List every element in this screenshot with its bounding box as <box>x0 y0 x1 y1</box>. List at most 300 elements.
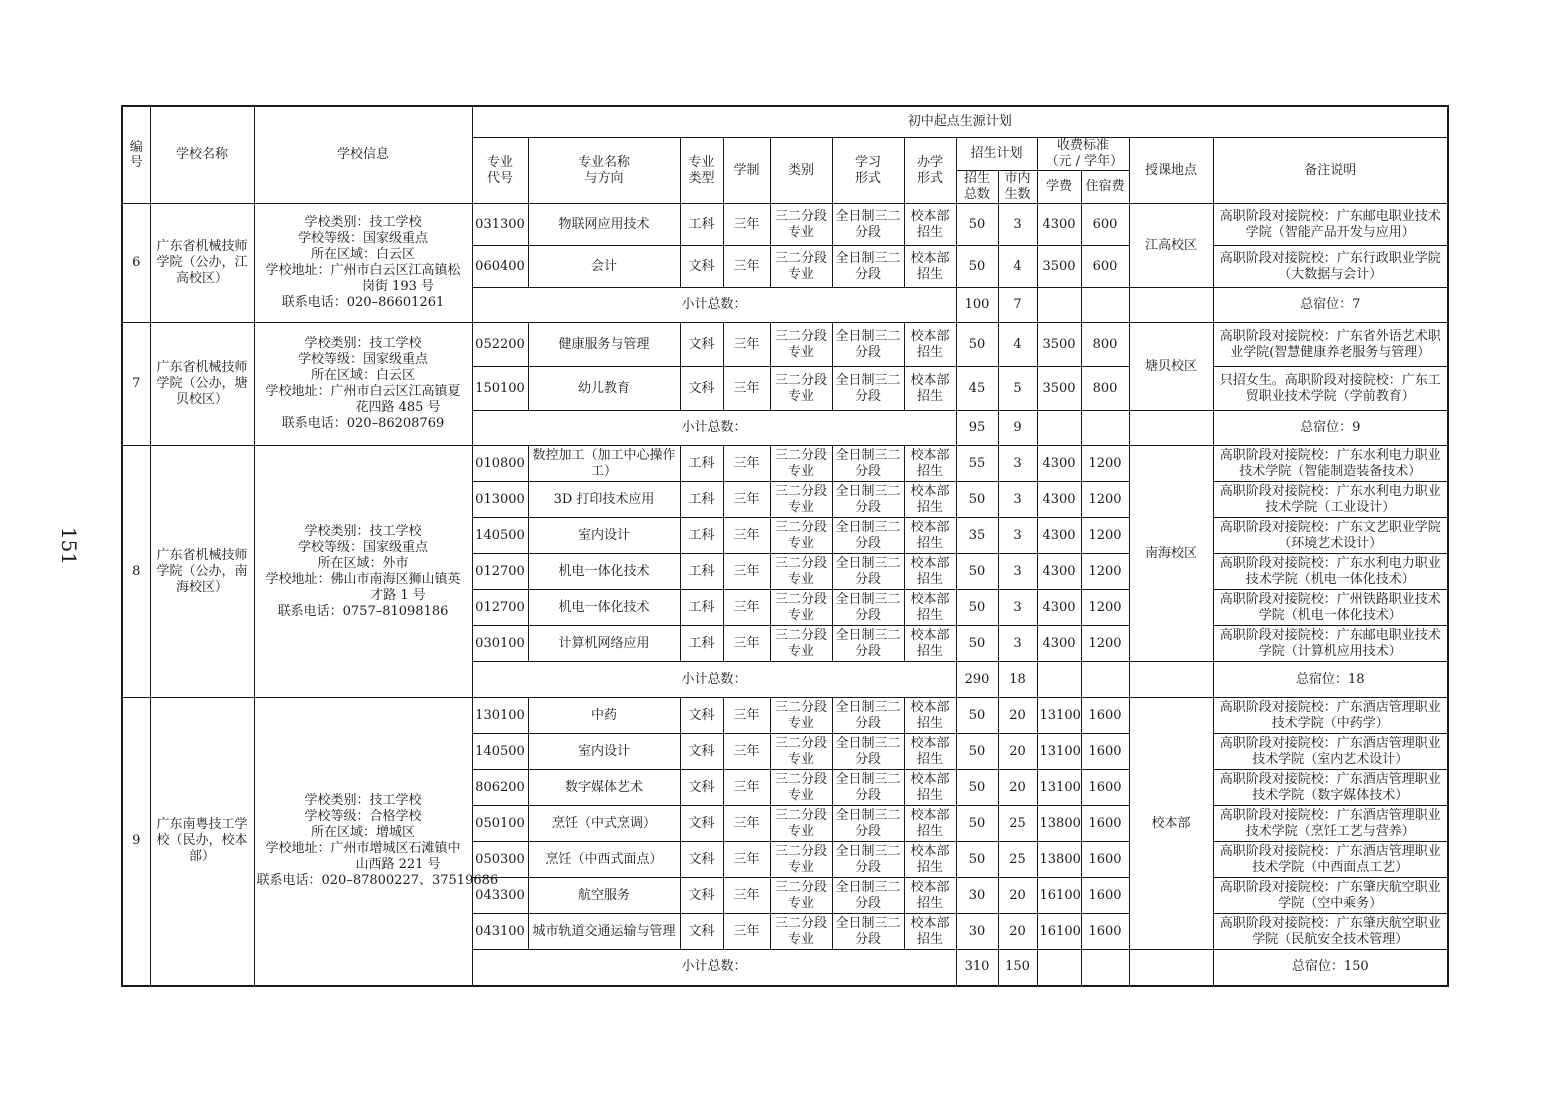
duration: 三年 <box>723 806 770 842</box>
major-code: 150100 <box>472 367 528 411</box>
duration: 三年 <box>723 446 770 482</box>
major-type: 文科 <box>680 323 723 367</box>
major-name: 城市轨道交通运输与管理 <box>528 914 680 950</box>
major-type: 文科 <box>680 367 723 411</box>
major-type: 文科 <box>680 734 723 770</box>
school-info-line <box>257 336 470 352</box>
school-info-key: 所在区域： <box>310 368 376 383</box>
school-info-key: 学校等级： <box>304 809 370 825</box>
subtotal-dorm <box>1081 411 1129 446</box>
page-number: 151 <box>57 526 82 566</box>
school-info-key: 联系电话： <box>281 295 347 310</box>
major-name: 数控加工（加工中心操作工） <box>528 446 680 482</box>
school-name: 广东南粤技工学校（民办，校本部） <box>150 698 254 986</box>
subtotal-dorm <box>1081 288 1129 323</box>
major-name: 室内设计 <box>528 518 680 554</box>
major-name: 机电一体化技术 <box>528 590 680 626</box>
table-header <box>122 106 1448 204</box>
school-info-line <box>257 352 470 368</box>
school-info-key: 学校地址： <box>265 841 331 857</box>
category: 三二分段专业 <box>770 518 832 554</box>
school-name: 广东省机械技师学院（公办，塘贝校区） <box>150 323 254 446</box>
school-info-line <box>257 524 470 540</box>
enroll-city: 3 <box>998 446 1037 482</box>
school-info-line <box>257 556 470 572</box>
campus-location: 南海校区 <box>1129 446 1213 662</box>
major-type: 工科 <box>680 518 723 554</box>
major-code: 031300 <box>472 204 528 246</box>
duration: 三年 <box>723 590 770 626</box>
dorm-fee: 1200 <box>1081 446 1129 482</box>
study-form: 全日制三二分段 <box>832 204 904 246</box>
tuition: 13100 <box>1037 734 1081 770</box>
subtotal-city: 150 <box>998 950 1037 986</box>
enrollment-plan-table <box>121 105 1449 987</box>
school-info-line <box>257 793 470 809</box>
subtotal-city: 18 <box>998 662 1037 698</box>
duration: 三年 <box>723 246 770 288</box>
study-form: 全日制三二分段 <box>832 446 904 482</box>
school-info-value: 增城区 <box>376 825 416 841</box>
subtotal-tuition <box>1037 288 1081 323</box>
header-study-form: 学习形式 <box>832 138 904 204</box>
school-form: 校本部招生 <box>904 914 956 950</box>
dorm-fee: 1600 <box>1081 734 1129 770</box>
category: 三二分段专业 <box>770 806 832 842</box>
dorm-fee: 1600 <box>1081 806 1129 842</box>
school-info-line <box>256 873 499 889</box>
school-info-key: 学校地址： <box>265 263 331 278</box>
enroll-city: 4 <box>998 246 1037 288</box>
remark-note: 高职阶段对接院校：广东水利电力职业技术学院（工业设计） <box>1213 482 1448 518</box>
remark-note: 高职阶段对接院校：广东水利电力职业技术学院（机电一体化技术） <box>1213 554 1448 590</box>
major-name: 航空服务 <box>528 878 680 914</box>
major-code: 130100 <box>472 698 528 734</box>
subtotal-location <box>1129 662 1213 698</box>
school-info-key: 联系电话： <box>277 603 343 619</box>
school-info-line <box>257 295 470 311</box>
duration: 三年 <box>723 482 770 518</box>
major-code: 012700 <box>472 554 528 590</box>
school-info-value: 佛山市南海区狮山镇英 <box>330 571 461 587</box>
dorm-fee: 1200 <box>1081 590 1129 626</box>
major-type: 工科 <box>680 482 723 518</box>
school-info-key: 学校地址： <box>265 384 331 399</box>
major-name: 数字媒体艺术 <box>528 770 680 806</box>
remark-note: 高职阶段对接院校：广东酒店管理职业技术学院（室内艺术设计） <box>1213 734 1448 770</box>
school-info-value-cont: 山西路 221 号 <box>355 857 441 873</box>
category: 三二分段专业 <box>770 367 832 411</box>
enroll-total: 30 <box>956 878 998 914</box>
study-form: 全日制三二分段 <box>832 518 904 554</box>
subtotal-location <box>1129 288 1213 323</box>
school-info-key: 所在区域： <box>310 825 376 841</box>
school-form: 校本部招生 <box>904 590 956 626</box>
category: 三二分段专业 <box>770 246 832 288</box>
remark-note: 高职阶段对接院校：广东邮电职业技术学院（智能产品开发与应用） <box>1213 204 1448 246</box>
study-form: 全日制三二分段 <box>832 698 904 734</box>
remark-note: 高职阶段对接院校：广东行政职业学院（大数据与会计） <box>1213 246 1448 288</box>
school-form: 校本部招生 <box>904 842 956 878</box>
table-row <box>122 446 1448 482</box>
school-info-line <box>257 809 470 825</box>
school-info-line <box>257 215 470 231</box>
major-type: 工科 <box>680 626 723 662</box>
school-info-key: 学校类别： <box>304 336 370 351</box>
subtotal-tuition <box>1037 411 1081 446</box>
category: 三二分段专业 <box>770 626 832 662</box>
major-type: 工科 <box>680 204 723 246</box>
school-info-line <box>257 416 470 432</box>
tuition: 4300 <box>1037 626 1081 662</box>
school-info-value: 技工学校 <box>369 336 422 351</box>
header-dorm-fee: 住宿费 <box>1081 171 1129 204</box>
major-name: 机电一体化技术 <box>528 554 680 590</box>
major-name: 3D 打印技术应用 <box>528 482 680 518</box>
school-info-line <box>257 540 470 556</box>
school-info-value: 国家级重点 <box>363 539 429 555</box>
subtotal-dorm <box>1081 662 1129 698</box>
major-code: 010800 <box>472 446 528 482</box>
school-info-value: 广州市白云区江高镇松 <box>330 263 461 278</box>
school-info-value: 020–86601261 <box>346 295 445 310</box>
dorm-fee: 1600 <box>1081 770 1129 806</box>
subtotal-label: 小计总数： <box>472 950 956 986</box>
enroll-city: 20 <box>998 878 1037 914</box>
school-no: 6 <box>122 204 150 323</box>
major-type: 文科 <box>680 246 723 288</box>
school-info-value: 0757–81098186 <box>342 603 449 619</box>
header-no: 编号 <box>122 106 150 204</box>
school-form: 校本部招生 <box>904 246 956 288</box>
category: 三二分段专业 <box>770 842 832 878</box>
table-body <box>122 204 1448 986</box>
category: 三二分段专业 <box>770 914 832 950</box>
school-form: 校本部招生 <box>904 518 956 554</box>
subtotal-label: 小计总数： <box>472 411 956 446</box>
subtotal-note: 总宿位：9 <box>1213 411 1448 446</box>
major-code: 060400 <box>472 246 528 288</box>
school-info-line <box>257 247 470 263</box>
header-tuition: 学费 <box>1037 171 1081 204</box>
table-row <box>122 204 1448 246</box>
enroll-total: 50 <box>956 770 998 806</box>
campus-location: 塘贝校区 <box>1129 323 1213 411</box>
category: 三二分段专业 <box>770 482 832 518</box>
dorm-fee: 800 <box>1081 367 1129 411</box>
school-form: 校本部招生 <box>904 626 956 662</box>
school-no: 7 <box>122 323 150 446</box>
dorm-fee: 1200 <box>1081 554 1129 590</box>
enroll-city: 25 <box>998 842 1037 878</box>
school-info-line <box>257 825 470 841</box>
header-school-name: 学校名称 <box>150 106 254 204</box>
major-name: 会计 <box>528 246 680 288</box>
enroll-total: 35 <box>956 518 998 554</box>
school-info-value-cont: 岗街 193 号 <box>361 279 435 294</box>
major-type: 文科 <box>680 914 723 950</box>
tuition: 16100 <box>1037 878 1081 914</box>
enroll-city: 3 <box>998 482 1037 518</box>
campus-location: 校本部 <box>1129 698 1213 950</box>
enroll-city: 4 <box>998 323 1037 367</box>
tuition: 13100 <box>1037 770 1081 806</box>
enroll-total: 45 <box>956 367 998 411</box>
remark-note: 高职阶段对接院校：广州铁路职业技术学院（机电一体化技术） <box>1213 590 1448 626</box>
table-row <box>122 698 1448 734</box>
header-enroll-total: 招生总数 <box>956 171 998 204</box>
dorm-fee: 1600 <box>1081 698 1129 734</box>
school-form: 校本部招生 <box>904 878 956 914</box>
school-info-value: 合格学校 <box>369 809 422 825</box>
major-code: 030100 <box>472 626 528 662</box>
major-code: 012700 <box>472 590 528 626</box>
study-form: 全日制三二分段 <box>832 878 904 914</box>
header-major-name: 专业名称与方向 <box>528 138 680 204</box>
tuition: 3500 <box>1037 323 1081 367</box>
subtotal-note: 总宿位：7 <box>1213 288 1448 323</box>
major-name: 室内设计 <box>528 734 680 770</box>
subtotal-location <box>1129 950 1213 986</box>
school-info-value-cont: 花四路 485 号 <box>355 400 441 415</box>
header-school-info: 学校信息 <box>254 106 472 204</box>
subtotal-dorm <box>1081 950 1129 986</box>
subtotal-city: 7 <box>998 288 1037 323</box>
study-form: 全日制三二分段 <box>832 806 904 842</box>
enroll-total: 50 <box>956 590 998 626</box>
major-name: 中药 <box>528 698 680 734</box>
subtotal-note: 总宿位：150 <box>1213 950 1448 986</box>
dorm-fee: 1200 <box>1081 626 1129 662</box>
school-info-line <box>257 841 470 857</box>
category: 三二分段专业 <box>770 446 832 482</box>
school-form: 校本部招生 <box>904 770 956 806</box>
major-type: 工科 <box>680 446 723 482</box>
school-info-key: 学校类别： <box>304 215 370 230</box>
school-info-value: 技工学校 <box>369 793 422 809</box>
header-category: 类别 <box>770 138 832 204</box>
major-name: 幼儿教育 <box>528 367 680 411</box>
major-code: 050300 <box>472 842 528 878</box>
school-name: 广东省机械技师学院（公办，南海校区） <box>150 446 254 698</box>
enroll-city: 20 <box>998 698 1037 734</box>
enroll-city: 3 <box>998 554 1037 590</box>
school-info <box>254 446 472 698</box>
duration: 三年 <box>723 842 770 878</box>
subtotal-label: 小计总数： <box>472 662 956 698</box>
duration: 三年 <box>723 626 770 662</box>
major-code: 806200 <box>472 770 528 806</box>
school-info-key: 所在区域： <box>310 247 376 262</box>
school-form: 校本部招生 <box>904 734 956 770</box>
duration: 三年 <box>723 914 770 950</box>
major-type: 文科 <box>680 806 723 842</box>
category: 三二分段专业 <box>770 323 832 367</box>
enroll-city: 25 <box>998 806 1037 842</box>
header-location: 授课地点 <box>1129 138 1213 204</box>
enroll-city: 3 <box>998 590 1037 626</box>
study-form: 全日制三二分段 <box>832 842 904 878</box>
major-code: 013000 <box>472 482 528 518</box>
tuition: 16100 <box>1037 914 1081 950</box>
school-info-line <box>257 231 470 247</box>
campus-location: 江高校区 <box>1129 204 1213 288</box>
school-form: 校本部招生 <box>904 554 956 590</box>
school-form: 校本部招生 <box>904 367 956 411</box>
study-form: 全日制三二分段 <box>832 770 904 806</box>
school-info-value: 广州市白云区江高镇夏 <box>330 384 461 399</box>
major-type: 工科 <box>680 554 723 590</box>
subtotal-tuition <box>1037 662 1081 698</box>
duration: 三年 <box>723 770 770 806</box>
dorm-fee: 600 <box>1081 246 1129 288</box>
category: 三二分段专业 <box>770 204 832 246</box>
category: 三二分段专业 <box>770 734 832 770</box>
study-form: 全日制三二分段 <box>832 626 904 662</box>
major-code: 140500 <box>472 518 528 554</box>
study-form: 全日制三二分段 <box>832 367 904 411</box>
subtotal-total: 290 <box>956 662 998 698</box>
enroll-total: 30 <box>956 914 998 950</box>
school-info-line <box>257 368 470 384</box>
major-name: 烹饪（中西式面点） <box>528 842 680 878</box>
study-form: 全日制三二分段 <box>832 590 904 626</box>
tuition: 3500 <box>1037 246 1081 288</box>
school-info-value: 外市 <box>382 555 409 571</box>
school-info-key: 学校类别： <box>304 793 370 809</box>
school-info-value: 广州市增城区石滩镇中 <box>330 841 461 857</box>
major-code: 052200 <box>472 323 528 367</box>
major-code: 050100 <box>472 806 528 842</box>
header-enroll-plan: 招生计划 <box>956 138 1037 171</box>
major-name: 烹饪（中式烹调） <box>528 806 680 842</box>
study-form: 全日制三二分段 <box>832 482 904 518</box>
enroll-total: 50 <box>956 482 998 518</box>
remark-note: 高职阶段对接院校：广东酒店管理职业技术学院（数字媒体技术） <box>1213 770 1448 806</box>
major-name: 物联网应用技术 <box>528 204 680 246</box>
tuition: 13800 <box>1037 806 1081 842</box>
tuition: 13100 <box>1037 698 1081 734</box>
category: 三二分段专业 <box>770 878 832 914</box>
major-type: 文科 <box>680 770 723 806</box>
remark-note: 高职阶段对接院校：广东酒店管理职业技术学院（烹饪工艺与营养） <box>1213 806 1448 842</box>
school-info-line <box>257 572 470 588</box>
school-name: 广东省机械技师学院（公办，江高校区） <box>150 204 254 323</box>
subtotal-tuition <box>1037 950 1081 986</box>
enroll-city: 3 <box>998 204 1037 246</box>
enroll-total: 55 <box>956 446 998 482</box>
duration: 三年 <box>723 518 770 554</box>
school-no: 9 <box>122 698 150 986</box>
dorm-fee: 1600 <box>1081 914 1129 950</box>
tuition: 4300 <box>1037 518 1081 554</box>
school-info-key: 联系电话： <box>281 416 347 431</box>
enroll-total: 50 <box>956 246 998 288</box>
school-info-line <box>257 604 470 620</box>
enroll-total: 50 <box>956 626 998 662</box>
school-form: 校本部招生 <box>904 323 956 367</box>
enroll-total: 50 <box>956 806 998 842</box>
header-duration: 学制 <box>723 138 770 204</box>
enroll-total: 50 <box>956 734 998 770</box>
enroll-total: 50 <box>956 323 998 367</box>
enroll-city: 3 <box>998 626 1037 662</box>
category: 三二分段专业 <box>770 590 832 626</box>
enroll-city: 20 <box>998 914 1037 950</box>
study-form: 全日制三二分段 <box>832 734 904 770</box>
major-code: 043300 <box>472 878 528 914</box>
subtotal-total: 310 <box>956 950 998 986</box>
tuition: 4300 <box>1037 446 1081 482</box>
school-info-value: 白云区 <box>376 247 416 262</box>
subtotal-total: 100 <box>956 288 998 323</box>
school-info-key: 学校类别： <box>304 523 370 539</box>
study-form: 全日制三二分段 <box>832 554 904 590</box>
dorm-fee: 1600 <box>1081 842 1129 878</box>
major-name: 健康服务与管理 <box>528 323 680 367</box>
school-info-key: 学校等级： <box>297 231 363 246</box>
remark-note: 高职阶段对接院校：广东酒店管理职业技术学院（中西面点工艺） <box>1213 842 1448 878</box>
subtotal-location <box>1129 411 1213 446</box>
tuition: 4300 <box>1037 554 1081 590</box>
remark-note: 高职阶段对接院校：广东水利电力职业技术学院（智能制造装备技术） <box>1213 446 1448 482</box>
school-info-value-cont: 才路 1 号 <box>370 587 426 603</box>
enroll-total: 50 <box>956 204 998 246</box>
school-info <box>254 204 472 323</box>
school-info-value: 国家级重点 <box>363 231 429 246</box>
school-form: 校本部招生 <box>904 204 956 246</box>
enroll-city: 20 <box>998 770 1037 806</box>
school-info-key: 学校地址： <box>265 571 331 587</box>
school-no: 8 <box>122 446 150 698</box>
header-school-form: 办学形式 <box>904 138 956 204</box>
duration: 三年 <box>723 204 770 246</box>
dorm-fee: 1600 <box>1081 878 1129 914</box>
category: 三二分段专业 <box>770 554 832 590</box>
school-info <box>254 698 499 986</box>
remark-note: 高职阶段对接院校：广东酒店管理职业技术学院（中药学） <box>1213 698 1448 734</box>
study-form: 全日制三二分段 <box>832 323 904 367</box>
school-form: 校本部招生 <box>904 482 956 518</box>
duration: 三年 <box>723 878 770 914</box>
major-type: 文科 <box>680 878 723 914</box>
major-type: 文科 <box>680 698 723 734</box>
header-major-type: 专业类型 <box>680 138 723 204</box>
header-group: 初中起点生源计划 <box>472 106 1448 138</box>
dorm-fee: 800 <box>1081 323 1129 367</box>
header-fee: 收费标准（元 / 学年） <box>1037 138 1129 171</box>
study-form: 全日制三二分段 <box>832 246 904 288</box>
school-info-value: 技工学校 <box>369 215 422 230</box>
dorm-fee: 600 <box>1081 204 1129 246</box>
major-type: 工科 <box>680 590 723 626</box>
remark-note: 高职阶段对接院校：广东省外语艺术职业学院(智慧健康养老服务与管理） <box>1213 323 1448 367</box>
duration: 三年 <box>723 323 770 367</box>
school-info-key: 学校等级： <box>297 352 363 367</box>
subtotal-label: 小计总数： <box>472 288 956 323</box>
remark-note: 高职阶段对接院校：广东文艺职业学院（环境艺术设计） <box>1213 518 1448 554</box>
school-info-line <box>257 263 470 279</box>
subtotal-total: 95 <box>956 411 998 446</box>
subtotal-note: 总宿位：18 <box>1213 662 1448 698</box>
school-form: 校本部招生 <box>904 698 956 734</box>
remark-note: 只招女生。高职阶段对接院校：广东工贸职业技术学院（学前教育） <box>1213 367 1448 411</box>
school-form: 校本部招生 <box>904 446 956 482</box>
duration: 三年 <box>723 734 770 770</box>
major-name: 计算机网络应用 <box>528 626 680 662</box>
school-info-key: 联系电话： <box>256 873 322 889</box>
tuition: 4300 <box>1037 204 1081 246</box>
